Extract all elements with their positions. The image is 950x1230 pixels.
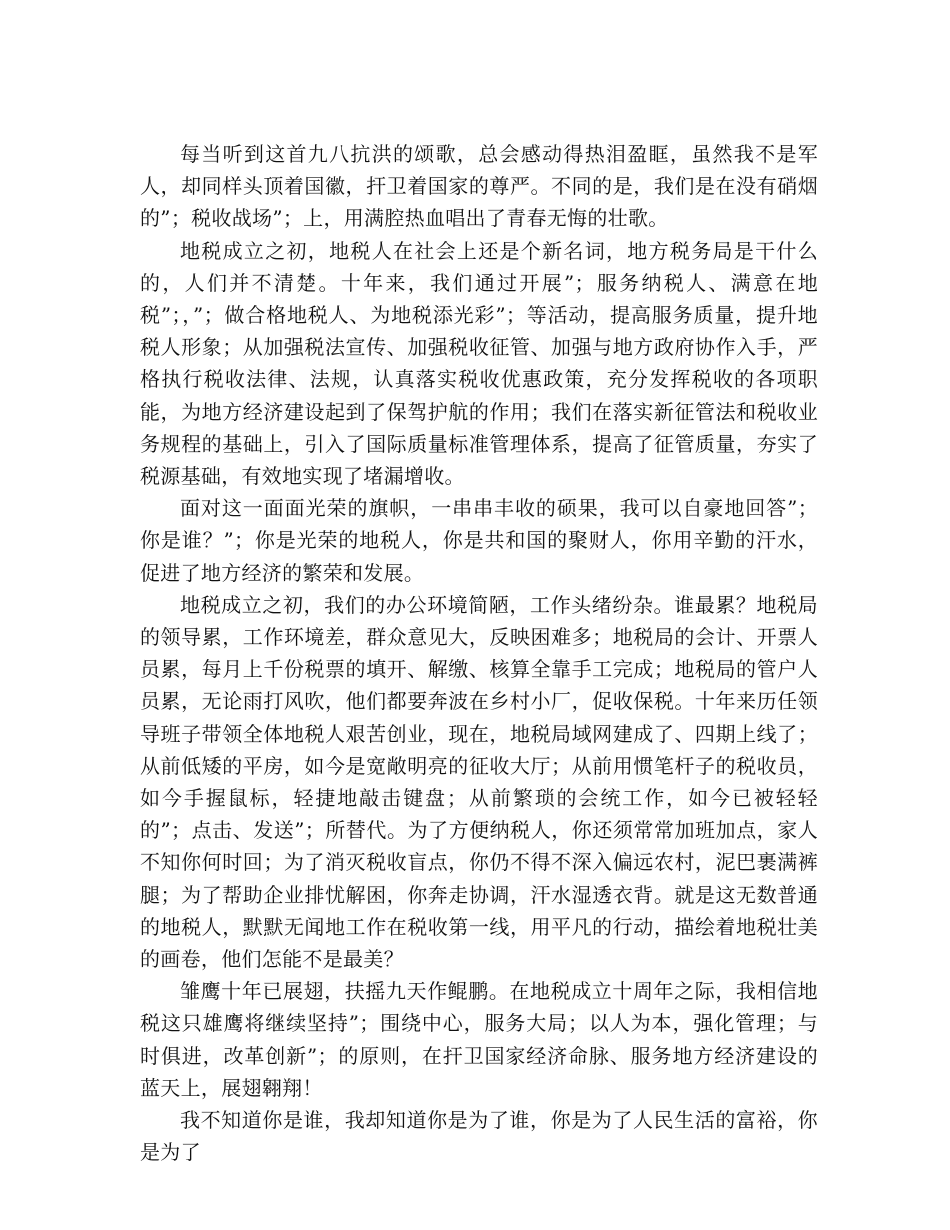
- paragraph-1: 每当听到这首九八抗洪的颂歌，总会感动得热泪盈眶，虽然我不是军人，却同样头顶着国徽，扞卫着国家的尊严。不同的是，我们是在没有硝烟的”；税收战场”；上，用满腔热血唱出了青春无悔的壮歌。: [140, 142, 818, 231]
- paragraph-6: 我不知道你是谁，我却知道你是为了谁，你是为了人民生活的富裕，你是为了: [140, 1108, 818, 1165]
- paragraph-4: 地税成立之初，我们的办公环境简陋，工作头绪纷杂。谁最累？地税局的领导累，工作环境差，群众意见大，反映困难多；地税局的会计、开票人员累，每月上千份税票的填开、解缴、核算全靠手工完成；地税局的管户人员累，无论雨打风吹，他们都要奔波在乡村小厂，促收保税。十年来历任领导班子带领全体地税人艰苦创业，现在，地税局域网建成了、四期上线了；从前低矮的平房，如今是宽敞明亮的征收大厅；从前用惯笔杆子的税收员，如今手握鼠标，轻捷地敲击键盘；从前繁琐的会统工作，如今已被轻轻的”；点击、发送”；所替代。为了方便纳税人，你还须常常加班加点，家人不知你何时回；为了消灭税收盲点，你仍不得不深入偏远农村，泥巴裹满裤腿；为了帮助企业排忧解困，你奔走协调，汗水湿透衣背。就是这无数普通的地税人，默默无闻地工作在税收第一线，用平凡的行动，描绘着地税壮美的画卷，他们怎能不是最美？: [140, 592, 818, 972]
- paragraph-3: 面对这一面面光荣的旗帜，一串串丰收的硕果，我可以自豪地回答”；你是谁？”；你是光荣的地税人，你是共和国的聚财人，你用辛勤的汗水，促进了地方经济的繁荣和发展。: [140, 496, 818, 585]
- document-body: [140, 138, 818, 1169]
- paragraph-2: 地税成立之初，地税人在社会上还是个新名词，地方税务局是干什么的，人们并不清楚。十年来，我们通过开展”；服务纳税人、满意在地税”；，”；做合格地税人、为地税添光彩”；等活动，提高服务质量，提升地税人形象；从加强税法宣传、加强税收征管、加强与地方政府协作入手，严格执行税收法律、法规，认真落实税收优惠政策，充分发挥税收的各项职能，为地方经济建设起到了保驾护航的作用；我们在落实新征管法和税收业务规程的基础上，引入了国际质量标准管理体系，提高了征管质量，夯实了税源基础，有效地实现了堵漏增收。: [140, 238, 818, 489]
- paragraph-5: 雏鹰十年已展翅，扶摇九天作鲲鹏。在地税成立十周年之际，我相信地税这只雄鹰将继续坚持”；围绕中心，服务大局；以人为本，强化管理；与时俱进，改革创新”；的原则，在扞卫国家经济命脉、服务地方经济建设的蓝天上，展翅翱翔！: [140, 979, 818, 1100]
